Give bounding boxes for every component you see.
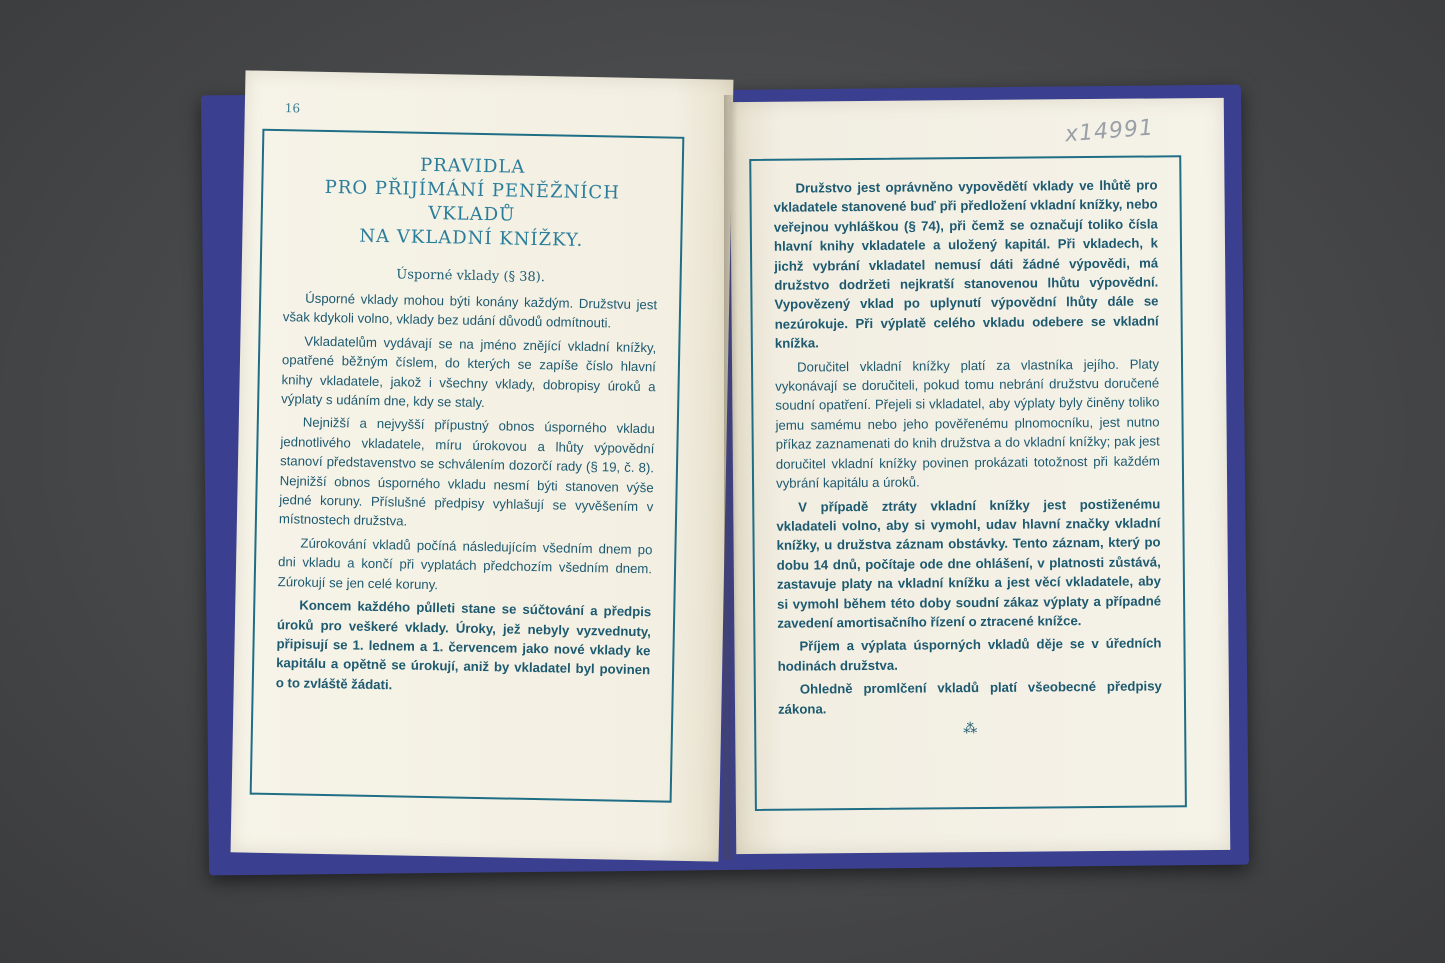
title-line-3: NA VKLADNÍ KNÍŽKY. xyxy=(359,225,584,251)
paragraph: Koncem každého půlleti stane se súčtování a předpis úroků pro veškeré vklady. Úroky, jež nebyly vyzvednuty, připisují se 1. lednem a 1. červencem jako nové vklady ke kapitálu a opětně se úrokují, aniž by vkladatel byl povinen o to zvláště žádati. xyxy=(275,597,652,693)
paragraph: Ohledně promlčení vkladů platí všeobecné předpisy zákona. xyxy=(777,678,1162,717)
right-page-content xyxy=(773,175,1162,738)
paragraph: Nejnižší a nejvyšší přípustný obnos úsporného vkladu jednotlivého vkladatele, míru úrokovou a lhůty výpovědní stanoví představenstvo se schválením dozorčí rady (§ 19, č. 8). Nejnižší obnos úsporného vkladu nesmí býti stanoven výše jedné koruny. Příslušné předpisy vyhlašují se vyvěšením v místnostech družstva. xyxy=(278,414,655,530)
paragraph: Zúrokování vkladů počíná následujícím všedním dnem po dni vkladu a končí při vyplatách předchozím všedním dnem. Zúrokují se jen celé koruny. xyxy=(277,535,653,592)
book-gutter xyxy=(724,95,738,860)
left-page-frame xyxy=(250,129,685,803)
paragraph: V případě ztráty vkladní knížky jest postiženému vkladateli volno, aby si vymohl, udav hlavní značky vkladní knížky, u družstva záznam obstávky. Tento záznam, který po dobu 14 dnů, počítaje ode dne ohlášení, v platnosti zůstává, zastavuje platy na vkladní knížku a jest věcí vkladatele, aby si vymohl během této doby soudní zákaz výplaty a případné zavedení amortisačního řízení o ztracené knížce. xyxy=(776,495,1162,631)
ornament-icon: ⁂ xyxy=(963,721,978,738)
paragraph: Doručitel vkladní knížky platí za vlastníka jejího. Platy vykonávají se doručiteli, pokud tomu nebrání družstvu doručené soudní opatření. Přejeli si vkladatel, aby výplaty byly činěny toliko jemu samému nebo jeho pověřenému plnomocníku, jest nutno příkaz zaznamenati do knih družstva a do vkladní knížky; pak jest doručitel vkladní knížky povinen prokázati totožnost při každém vybrání kapitálu a úroků. xyxy=(775,356,1160,491)
paragraph: Úsporné vklady mohou býti konány každým. Družstvu jest však kdykoli volno, vklady bez udání důvodů odmítnouti. xyxy=(282,290,658,331)
paragraph: Vkladatelům vydávají se na jméno znějící vkladní knížky, opatřené běžným číslem, do kterých se zapíše číslo hlavní knihy vkladatele, jakož i všechny vklady, dobropisy úroků a výplaty s udáním dne, kdy se staly. xyxy=(281,333,657,411)
title-line-2: PRO PŘIJÍMÁNÍ PENĚŽNÍCH VKLADŮ xyxy=(324,176,621,226)
paragraph: Družstvo jest oprávněno vypovědětí vklady ve lhůtě pro vkladatele stanovené buď při předložení vkladní knížky, nebo veřejnou vyhláškou (§ 74), při čemž se označují toliko čísla hlavní knihy vkladatele a uložený kapitál. Při vkladech, k jichž vybrání vkladatel nemusí dáti žádné výpovědi, má družstvo dodržeti nejkratší stanovenou lhůtu výpovědní. Vypovězený vklad po uplynutí výpovědní lhůty dále se nezúrokuje. Při výplatě celého vkladu odebere se vkladní knížka. xyxy=(773,177,1159,352)
right-page-frame xyxy=(749,155,1187,811)
section-heading: Úsporné vklady (§ 38). xyxy=(396,267,546,286)
page-title xyxy=(284,151,660,254)
left-page-content xyxy=(276,131,661,703)
left-page xyxy=(231,70,734,861)
page-number: 16 xyxy=(284,101,301,116)
handwritten-note: x14991 xyxy=(1064,115,1155,148)
title-line-1: PRAVIDLA xyxy=(419,154,526,178)
paragraph: Příjem a výplata úsporných vkladů děje se v úředních hodinách družstva. xyxy=(777,635,1162,674)
right-page xyxy=(730,98,1231,854)
